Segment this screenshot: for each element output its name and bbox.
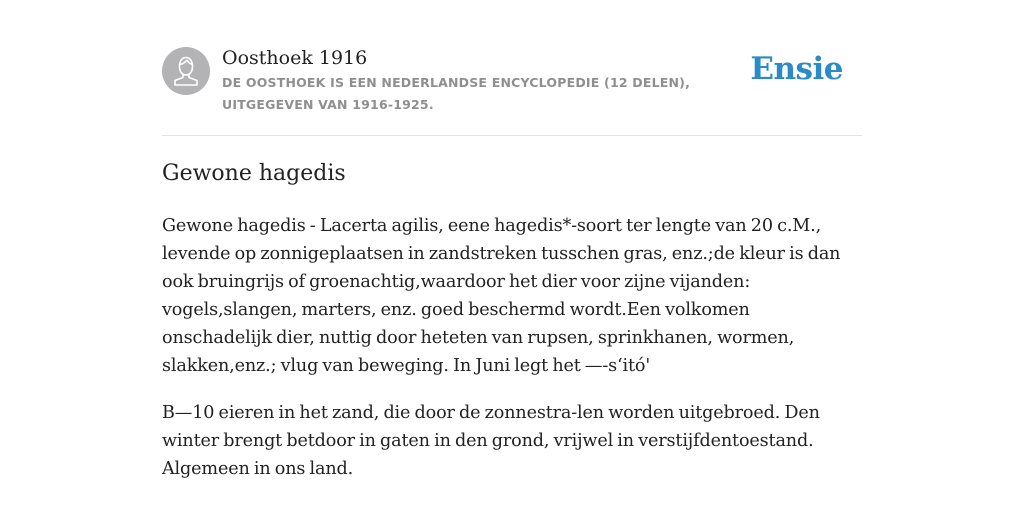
source-title[interactable]: Oosthoek 1916 — [222, 47, 368, 69]
ensie-logo[interactable]: Ensie — [750, 51, 843, 87]
source-description: DE OOSTHOEK IS EEN NEDERLANDSE ENCYCLOPEDIE (12 DELEN), UITGEGEVEN VAN 1916-1925. — [222, 75, 691, 112]
article-title: Gewone hagedis — [162, 161, 346, 186]
header-divider — [162, 135, 862, 136]
article-paragraph: B—10 eieren in het zand, die door de zonnestra-len worden uitgebroed. Den winter brengt betdoor in gaten in den grond, vrijwel in verstijfdentoestand. Algemeen in ons land. — [162, 403, 820, 479]
source-avatar[interactable] — [162, 47, 210, 95]
article-paragraph: Gewone hagedis - Lacerta agilis, eene hagedis*-soort ter lengte van 20 c.M., levende op zonnigeplaatsen in zandstreken tusschen gras, enz.;de kleur is dan ook bruingrijs of groenachtig,waardoor het dier voor zijne vijanden: vogels,slangen, marters, enz. goed beschermd wordt.Een volkomen onschadelijk dier, nuttig door heteten van rupsen, sprinkhanen, wormen, slakken,enz.; vlug van beweging. In Juni legt het —-s‘itó' — [162, 216, 841, 376]
article-body — [162, 212, 862, 502]
user-silhouette-icon — [162, 47, 210, 95]
source-header — [162, 44, 862, 136]
